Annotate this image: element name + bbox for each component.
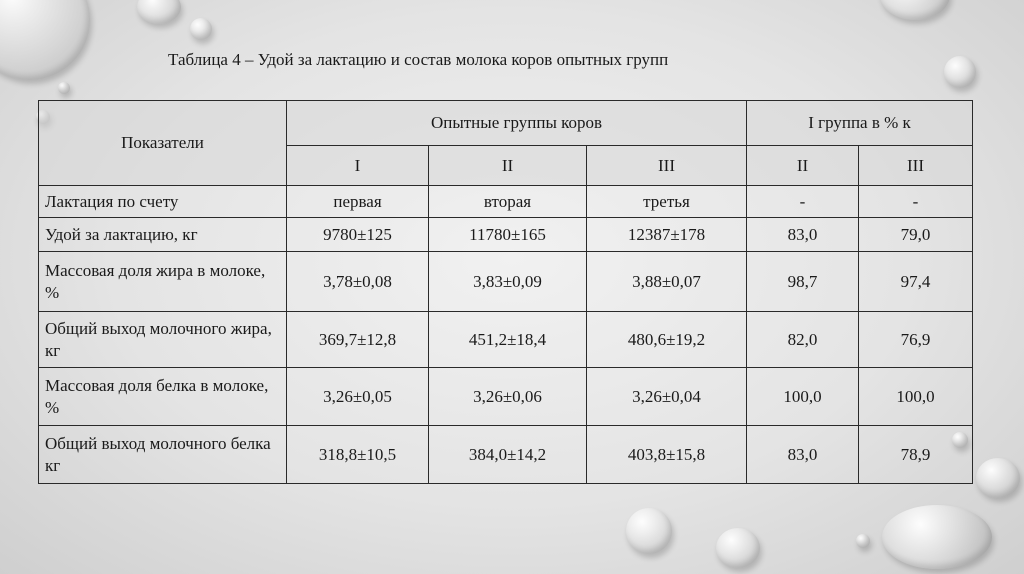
cell-value: 97,4 [859, 252, 973, 312]
cell-value: 9780±125 [287, 218, 429, 252]
table-title: Таблица 4 – Удой за лактацию и состав молока коров опытных групп [168, 50, 669, 69]
water-drop-decoration [944, 56, 976, 88]
header-percent-col-3: III [859, 146, 973, 186]
cell-value: 12387±178 [587, 218, 747, 252]
cell-value: 3,26±0,05 [287, 368, 429, 426]
water-drop-decoration [856, 534, 870, 548]
header-group-2: II [429, 146, 587, 186]
row-label: Массовая доля белка в молоке, % [39, 368, 287, 426]
cell-value: 384,0±14,2 [429, 426, 587, 484]
milk-yield-table [38, 100, 973, 484]
cell-value: 82,0 [747, 312, 859, 368]
cell-value: 76,9 [859, 312, 973, 368]
header-group-1: I [287, 146, 429, 186]
row-label: Общий выход молочного жира, кг [39, 312, 287, 368]
water-drop-decoration [880, 0, 950, 20]
cell-value: 100,0 [747, 368, 859, 426]
cell-value: 480,6±19,2 [587, 312, 747, 368]
cell-value: 100,0 [859, 368, 973, 426]
cell-value: 369,7±12,8 [287, 312, 429, 368]
water-drop-decoration [626, 508, 672, 554]
cell-value: первая [287, 186, 429, 218]
row-label: Лактация по счету [39, 186, 287, 218]
cell-value: 83,0 [747, 218, 859, 252]
water-drop-decoration [0, 0, 90, 80]
cell-value: 3,26±0,06 [429, 368, 587, 426]
cell-value: 3,88±0,07 [587, 252, 747, 312]
header-indicator: Показатели [39, 101, 287, 186]
cell-value: 3,78±0,08 [287, 252, 429, 312]
cell-value: 3,83±0,09 [429, 252, 587, 312]
cell-value: 3,26±0,04 [587, 368, 747, 426]
cell-value: 451,2±18,4 [429, 312, 587, 368]
cell-value: 403,8±15,8 [587, 426, 747, 484]
cell-value: 78,9 [859, 426, 973, 484]
header-group-3: III [587, 146, 747, 186]
cell-value: 83,0 [747, 426, 859, 484]
cell-value: - [747, 186, 859, 218]
water-drop-decoration [716, 528, 760, 568]
cell-value: 318,8±10,5 [287, 426, 429, 484]
water-drop-decoration [137, 0, 181, 24]
table-row [39, 426, 973, 484]
row-label: Массовая доля жира в молоке, % [39, 252, 287, 312]
cell-value: - [859, 186, 973, 218]
header-percent-col-2: II [747, 146, 859, 186]
table-row [39, 252, 973, 312]
cell-value: 79,0 [859, 218, 973, 252]
water-drop-decoration [190, 18, 212, 40]
water-drop-decoration [882, 505, 992, 569]
header-percent-of-group-one: I группа в % к [747, 101, 973, 146]
row-label: Удой за лактацию, кг [39, 218, 287, 252]
cell-value: 11780±165 [429, 218, 587, 252]
cell-value: 98,7 [747, 252, 859, 312]
water-drop-decoration [976, 458, 1020, 498]
table-row [39, 312, 973, 368]
table-row [39, 218, 973, 252]
row-label: Общий выход молочного белка кг [39, 426, 287, 484]
water-drop-decoration [58, 82, 70, 94]
header-experimental-groups: Опытные группы коров [287, 101, 747, 146]
table-row [39, 186, 973, 218]
cell-value: третья [587, 186, 747, 218]
table-row [39, 368, 973, 426]
cell-value: вторая [429, 186, 587, 218]
